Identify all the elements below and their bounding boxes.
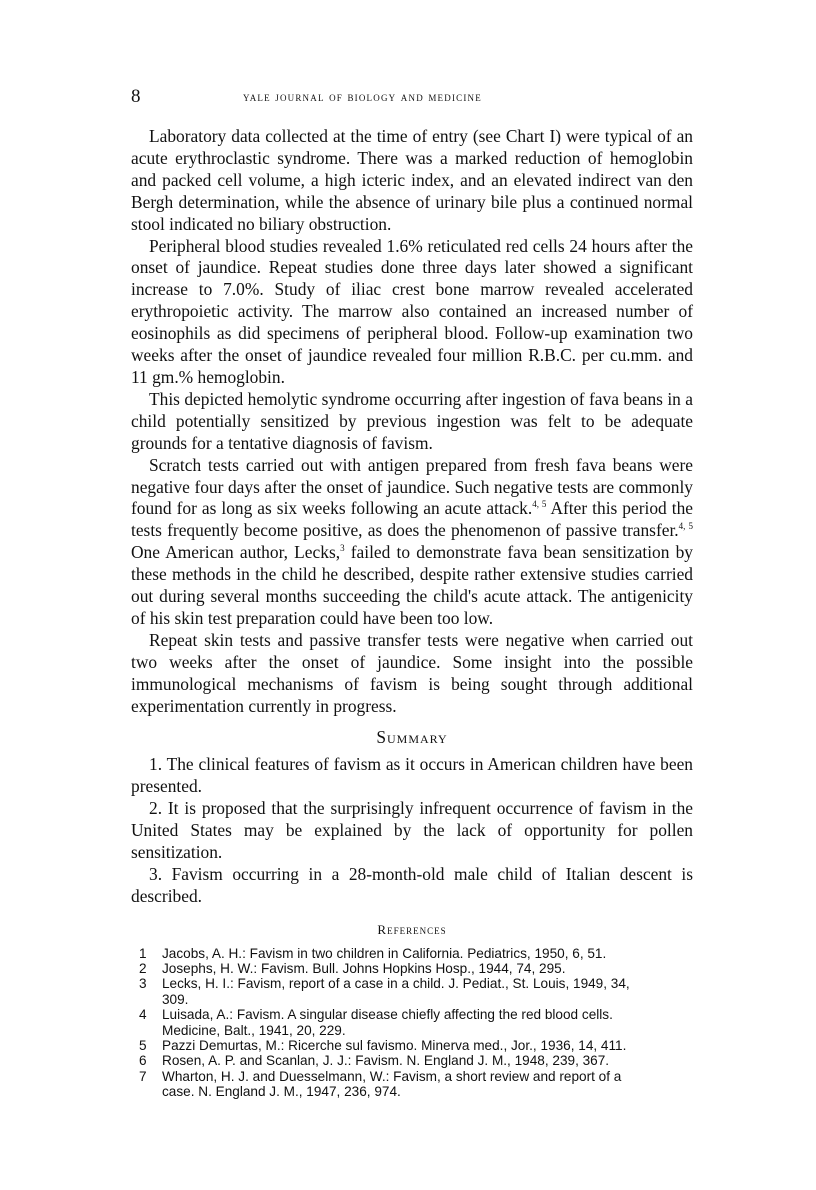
reference-number: 2	[139, 961, 147, 977]
reference-text-continued: Medicine, Balt., 1941, 20, 229.	[162, 1022, 346, 1038]
reference-number: 4	[139, 1007, 147, 1023]
reference-text: Rosen, A. P. and Scanlan, J. J.: Favism. N. England J. M., 1948, 239, 367.	[162, 1053, 610, 1069]
reference-number: 1	[139, 945, 147, 961]
reference-number: 7	[139, 1068, 147, 1084]
scratch-text-2: After this period the tests frequently become positive, as does the phenomenon of passive transfer.	[131, 498, 693, 541]
summary-item: 2. It is proposed that the surprisingly infrequent occurrence of favism in the United States may be explained by the lack of opportunity for pollen sensitization.	[131, 798, 693, 862]
references-heading: References	[377, 921, 447, 937]
reference-text: Luisada, A.: Favism. A singular disease chiefly affecting the red blood cells.	[162, 1007, 613, 1023]
summary-item: 3. Favism occurring in a 28-month-old male child of Italian descent is described.	[131, 863, 693, 906]
reference-number: 3	[139, 976, 147, 992]
citation-superscript: 4, 5	[532, 499, 547, 510]
scratch-text-4: failed to demonstrate fava bean sensitization by these methods in the child he described, despite rather extensive studies carried out during several months succeeding the child's acute attack. The antigenicity of his skin test preparation could have been too low.	[131, 542, 693, 628]
reference-item	[131, 1053, 693, 1068]
paragraph-peripheral-blood: Peripheral blood studies revealed 1.6% reticulated red cells 24 hours after the onset of jaundice. Repeat studies done three days later showed a significant increase to 7.0%. Study of iliac crest bone marrow revealed accelerated erythropoietic activity. The marrow also contained an increased number of eosinophils as did specimens of peripheral blood. Follow-up examination two weeks after the onset of jaundice revealed four million R.B.C. per cu.mm. and 11 gm.% hemoglobin.	[131, 235, 693, 387]
references-list	[131, 946, 693, 1100]
running-head: yale journal of biology and medicine	[243, 89, 482, 104]
reference-text: Lecks, H. I.: Favism, report of a case in a child. J. Pediat., St. Louis, 1949, 34,	[162, 976, 630, 992]
summary-item: 1. The clinical features of favism as it occurs in American children have been presented.	[131, 754, 693, 797]
reference-item	[131, 976, 693, 1007]
reference-item	[131, 1069, 693, 1100]
citation-superscript: 4, 5	[678, 521, 694, 532]
page-number: 8	[131, 86, 141, 107]
paragraph-laboratory-data: Laboratory data collected at the time of entry (see Chart I) were typical of an acute erythroclastic syndrome. There was a marked reduction of hemoglobin and packed cell volume, a high icteric index, and an elevated indirect van den Bergh determination, while the absence of urinary bile plus a continued normal stool indicated no biliary obstruction.	[131, 126, 693, 234]
reference-text-continued: case. N. England J. M., 1947, 236, 974.	[162, 1084, 401, 1100]
paragraph-scratch-tests	[131, 455, 693, 630]
reference-text: Josephs, H. W.: Favism. Bull. Johns Hopkins Hosp., 1944, 74, 295.	[162, 961, 566, 977]
reference-text: Pazzi Demurtas, M.: Ricerche sul favismo. Minerva med., Jor., 1936, 14, 411.	[162, 1038, 627, 1054]
reference-number: 5	[139, 1038, 147, 1054]
reference-text-continued: 309.	[162, 991, 189, 1007]
citation-superscript: 3	[340, 543, 345, 554]
summary-heading: Summary	[376, 727, 448, 748]
reference-item	[131, 1038, 693, 1053]
article-body	[131, 126, 693, 1100]
reference-text: Jacobs, A. H.: Favism in two children in California. Pediatrics, 1950, 6, 51.	[162, 945, 607, 961]
page-header	[131, 86, 691, 110]
reference-number: 6	[139, 1053, 147, 1069]
reference-item	[131, 946, 693, 961]
reference-item	[131, 1007, 693, 1038]
reference-item	[131, 961, 693, 976]
scratch-text-3: One American author, Lecks,	[131, 542, 341, 563]
scratch-text-1: Scratch tests carried out with antigen prepared from fresh fava beans were negative four days after the onset of jaundice. Such negative tests are commonly found for as long as six weeks following an acute attack.	[131, 454, 693, 519]
paragraph-repeat-tests: Repeat skin tests and passive transfer tests were negative when carried out two weeks after the onset of jaundice. Some insight into the possible immunological mechanisms of favism is being sought through additional experimentation currently in progress.	[131, 629, 693, 716]
paragraph-diagnosis: This depicted hemolytic syndrome occurring after ingestion of fava beans in a child potentially sensitized by previous ingestion was felt to be adequate grounds for a tentative diagnosis of favism.	[131, 388, 693, 453]
reference-text: Wharton, H. J. and Duesselmann, W.: Favism, a short review and report of a	[162, 1068, 622, 1084]
